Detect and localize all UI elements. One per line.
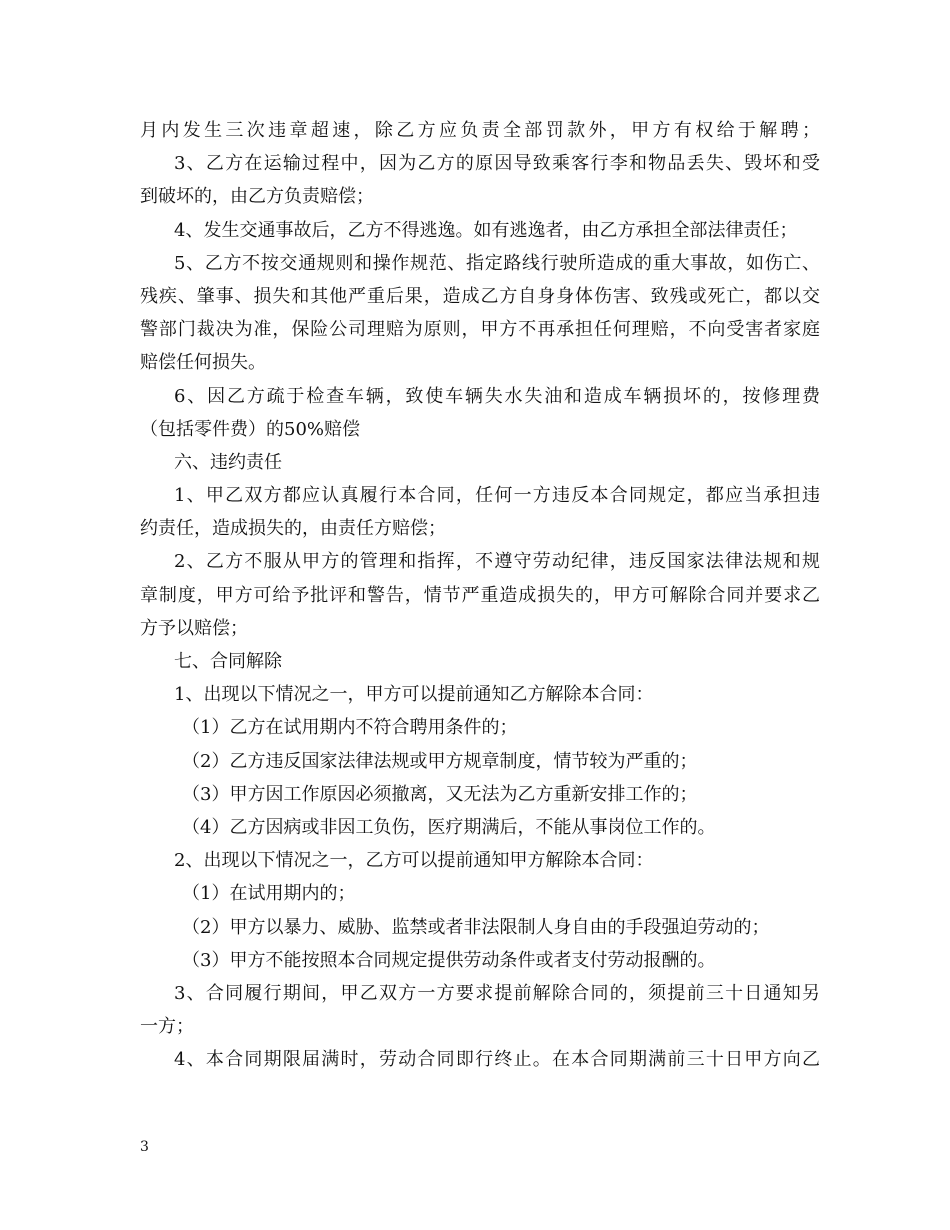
- section-heading: 六、违约责任: [174, 451, 282, 473]
- text-line: 章制度，甲方可给予批评和警告，情节严重造成损失的，甲方可解除合同并要求乙: [140, 584, 820, 606]
- text-line: 5、乙方不按交通规则和操作规范、指定路线行驶所造成的重大事故，如伤亡、: [174, 252, 820, 274]
- text-line: 残疾、肇事、损失和其他严重后果，造成乙方自身身体伤害、致残或死亡，都以交: [140, 285, 820, 307]
- text-line: 2、出现以下情况之一，乙方可以提前通知甲方解除本合同：: [174, 850, 654, 872]
- text-line: 2、乙方不服从甲方的管理和指挥，不遵守劳动纪律，违反国家法律法规和规: [174, 551, 820, 573]
- text-line: 4、本合同期限届满时，劳动合同即行终止。在本合同期满前三十日甲方向乙: [174, 1049, 820, 1071]
- text-line: 1、甲乙双方都应认真履行本合同，任何一方违反本合同规定，都应当承担违: [174, 485, 820, 507]
- text-line: 月内发生三次违章超速，除乙方应负责全部罚款外，甲方有权给于解聘；: [140, 120, 820, 141]
- text-line: 警部门裁决为准，保险公司理赔为原则，甲方不再承担任何理赔，不向受害者家庭: [140, 319, 820, 341]
- list-item: （4）乙方因病或非因工负伤，医疗期满后，不能从事岗位工作的。: [182, 816, 716, 838]
- text-line: 6、因乙方疏于检查车辆，致使车辆失水失油和造成车辆损坏的，按修理费: [174, 385, 820, 407]
- section-heading: 七、合同解除: [174, 651, 282, 672]
- text-line: 4、发生交通事故后，乙方不得逃逸。如有逃逸者，由乙方承担全部法律责任；: [174, 219, 798, 241]
- text-line: 一方；: [140, 1016, 194, 1038]
- text-line: （包括零件费）的50%赔偿: [140, 418, 361, 440]
- text-line: 约责任，造成损失的，由责任方赔偿；: [140, 518, 446, 540]
- list-item: （2）乙方违反国家法律法规或甲方规章制度，情节较为严重的；: [182, 750, 698, 772]
- text-line: 方予以赔偿；: [140, 617, 248, 639]
- text-line: 1、出现以下情况之一，甲方可以提前通知乙方解除本合同：: [174, 684, 654, 706]
- text-line: 3、合同履行期间，甲乙双方一方要求提前解除合同的，须提前三十日通知另: [174, 982, 820, 1004]
- list-item: （3）甲方不能按照本合同规定提供劳动条件或者支付劳动报酬的。: [182, 949, 716, 971]
- list-item: （1）在试用期内的；: [182, 883, 356, 905]
- page-number: 3: [140, 1139, 149, 1155]
- text-line: 3、乙方在运输过程中，因为乙方的原因导致乘客行李和物品丢失、毁坏和受: [174, 153, 820, 175]
- list-item: （3）甲方因工作原因必须撤离，又无法为乙方重新安排工作的；: [182, 783, 698, 805]
- list-item: （1）乙方在试用期内不符合聘用条件的；: [182, 717, 518, 739]
- text-line: 到破坏的，由乙方负责赔偿；: [140, 186, 374, 208]
- document-body: [140, 114, 820, 1076]
- list-item: （2）甲方以暴力、威胁、监禁或者非法限制人身自由的手段强迫劳动的；: [182, 916, 770, 938]
- text-line: 赔偿任何损失。: [140, 352, 266, 374]
